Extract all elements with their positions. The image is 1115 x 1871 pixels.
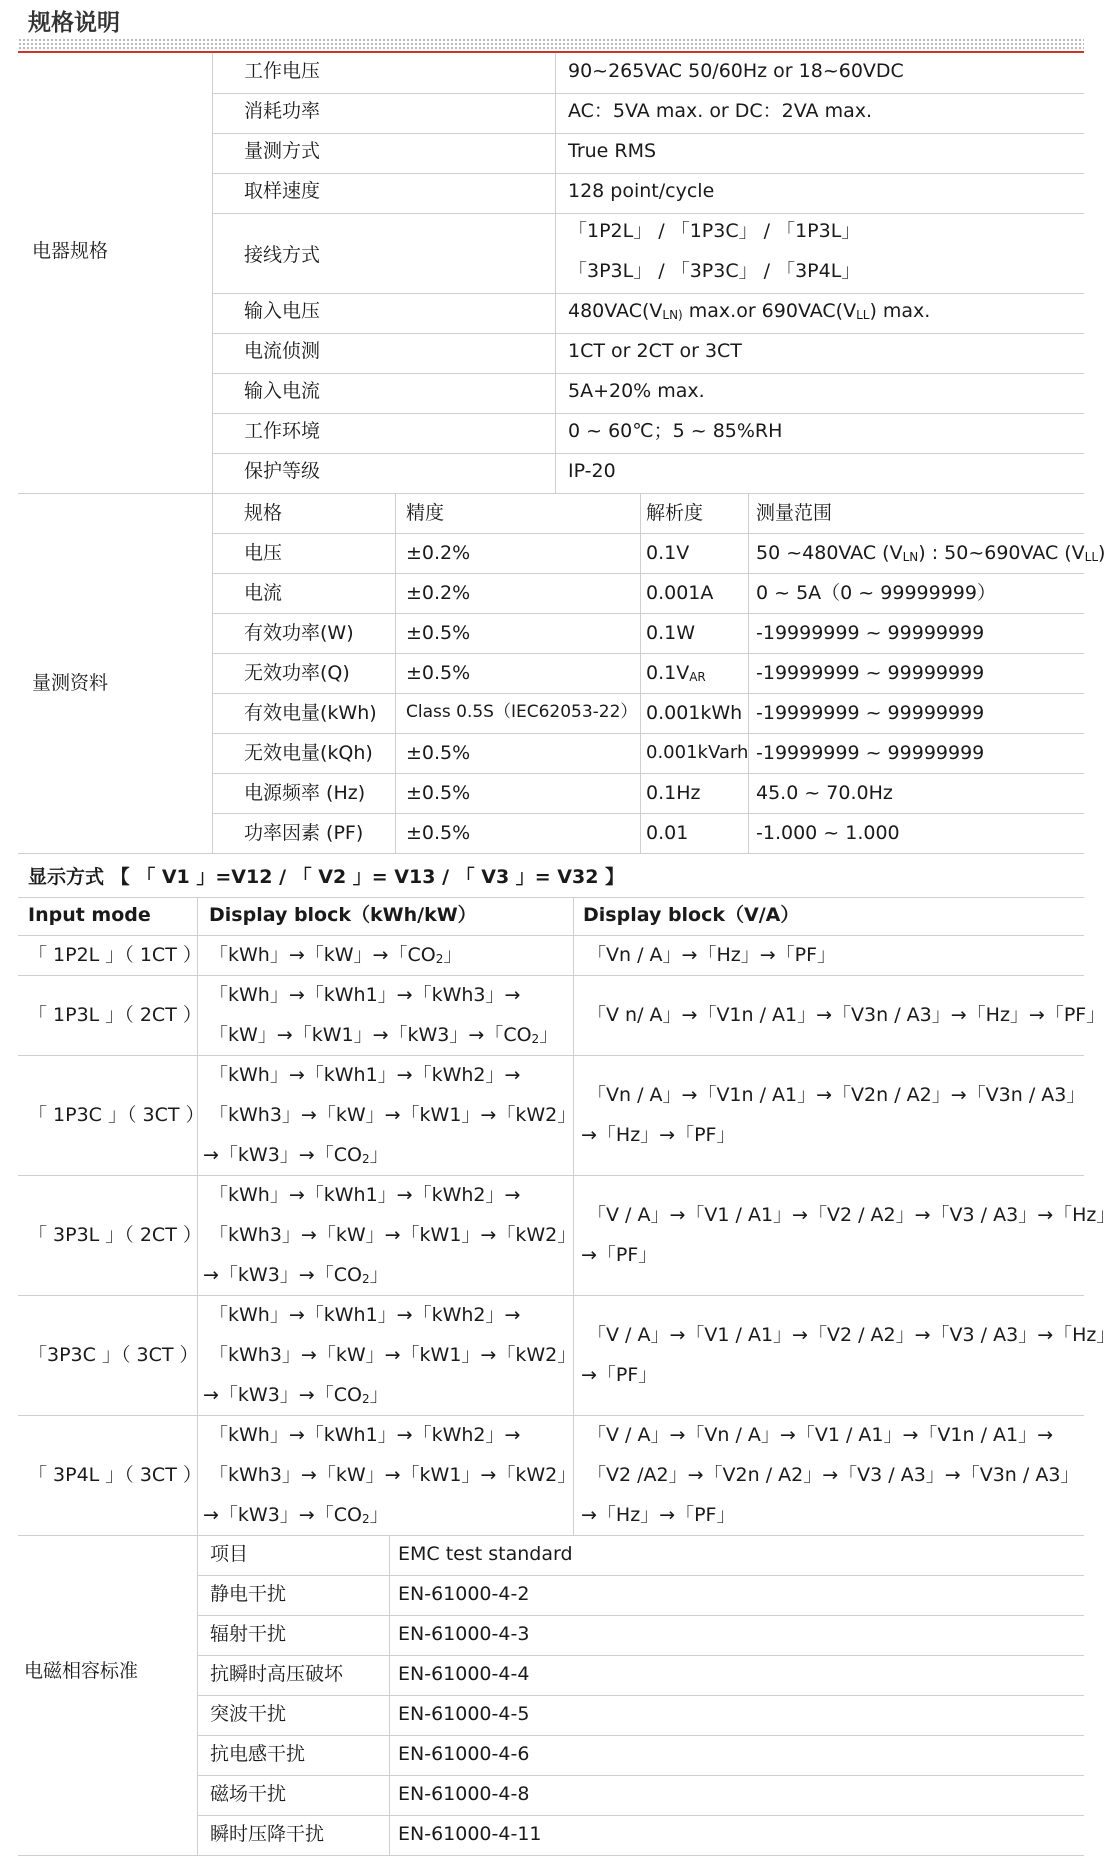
- va-sequence: →「PF」: [581, 1364, 658, 1386]
- display-heading: 显示方式 【 「 V1 」=V12 / 「 V2 」= V13 / 「 V3 」= V32 】: [28, 866, 625, 888]
- emc-item: 瞬时压降干扰: [210, 1823, 325, 1845]
- range: -19999999 ~ 99999999: [756, 662, 985, 684]
- header-item: 项目: [210, 1543, 249, 1565]
- accuracy: Class 0.5S（IEC62053-22）: [406, 702, 638, 722]
- kwh-sequence: 「kWh3」→「kW」→「kW1」→「kW2」: [209, 1104, 577, 1126]
- emc-standard: EN-61000-4-6: [398, 1743, 530, 1765]
- input-mode: 「 1P3C 」（ 3CT ）: [28, 1104, 205, 1126]
- spec: 电流: [244, 582, 283, 604]
- kwh-sequence: 「kWh」→「kWh1」→「kWh2」→: [209, 1064, 521, 1086]
- resolution: 0.1VAR: [646, 662, 706, 684]
- resolution: 0.001kVarh: [646, 742, 749, 763]
- emc-standard: EN-61000-4-11: [398, 1823, 542, 1845]
- emc-item: 抗瞬时高压破坏: [210, 1663, 344, 1685]
- range: 0 ~ 5A（0 ~ 99999999）: [756, 582, 996, 604]
- spec-name: 接线方式: [244, 244, 321, 266]
- kwh-sequence: 「kWh3」→「kW」→「kW1」→「kW2」: [209, 1464, 577, 1486]
- accuracy: ±0.5%: [406, 822, 471, 844]
- header-kwh-block: Display block（kWh/kW）: [209, 904, 477, 926]
- emc-item: 辐射干扰: [210, 1623, 287, 1645]
- kwh-sequence: 「kWh」→「kWh1」→「kWh3」→: [209, 984, 521, 1006]
- spec-value: AC：5VA max. or DC：2VA max.: [568, 100, 873, 122]
- emc-standard: EN-61000-4-8: [398, 1783, 530, 1805]
- va-sequence: 「V / A」→「V1 / A1」→「V2 / A2」→「V3 / A3」→「Hz」: [587, 1204, 1115, 1226]
- header-accuracy: 精度: [406, 502, 445, 524]
- spec: 无效电量(kQh): [244, 742, 373, 764]
- accuracy: ±0.5%: [406, 782, 471, 804]
- range: -19999999 ~ 99999999: [756, 622, 985, 644]
- kwh-sequence: 「kWh」→「kWh1」→「kWh2」→: [209, 1424, 521, 1446]
- spec-name: 输入电流: [244, 380, 321, 402]
- range: -1.000 ~ 1.000: [756, 822, 900, 844]
- input-mode: 「 3P3L 」（ 2CT ）: [28, 1224, 202, 1246]
- accuracy: ±0.5%: [406, 662, 471, 684]
- spec-name: 工作环境: [244, 420, 321, 442]
- spec-value: 「1P2L」 / 「1P3C」 / 「1P3L」: [568, 220, 861, 242]
- va-sequence: 「V / A」→「Vn / A」→「V1 / A1」→「V1n / A1」→: [587, 1424, 1054, 1446]
- header-resolution: 解析度: [646, 502, 704, 524]
- resolution: 0.1Hz: [646, 782, 701, 804]
- kwh-sequence: →「kW3」→「CO2」: [203, 1264, 389, 1286]
- spec-value: 90~265VAC 50/60Hz or 18~60VDC: [568, 60, 904, 82]
- va-sequence: →「PF」: [581, 1244, 658, 1266]
- spec: 功率因素 (PF): [244, 822, 364, 844]
- kwh-sequence: →「kW3」→「CO2」: [203, 1384, 389, 1406]
- spec-value: 5A+20% max.: [568, 380, 705, 402]
- resolution: 0.001A: [646, 582, 714, 604]
- spec-value: 128 point/cycle: [568, 180, 715, 202]
- emc-item: 突波干扰: [210, 1703, 287, 1725]
- spec: 有效电量(kWh): [244, 702, 377, 724]
- input-mode: 「 3P4L 」（ 3CT ）: [28, 1464, 202, 1486]
- va-sequence: 「V n/ A」→「V1n / A1」→「V3n / A3」→「Hz」→「PF」: [587, 1004, 1106, 1026]
- spec-value-line2: 「3P3L」 / 「3P3C」 / 「3P4L」: [568, 260, 861, 282]
- spec-name: 取样速度: [244, 180, 321, 202]
- measurement-section-label: 量测资料: [32, 672, 109, 694]
- accuracy: ±0.2%: [406, 582, 471, 604]
- spec-value: True RMS: [568, 140, 657, 162]
- electrical-section-label: 电器规格: [32, 240, 109, 262]
- emc-section-label: 电磁相容标准: [24, 1660, 139, 1682]
- emc-standard: EN-61000-4-5: [398, 1703, 530, 1725]
- spec: 电压: [244, 542, 283, 564]
- range: 50 ~480VAC (VLN) : 50~690VAC (VLL): [756, 542, 1106, 564]
- va-sequence: 「V / A」→「V1 / A1」→「V2 / A2」→「V3 / A3」→「Hz」: [587, 1324, 1115, 1346]
- header-standard: EMC test standard: [398, 1543, 573, 1565]
- input-mode: 「 1P2L 」（ 1CT ）: [28, 944, 202, 966]
- range: 45.0 ~ 70.0Hz: [756, 782, 893, 804]
- spec-name: 工作电压: [244, 60, 321, 82]
- spec-name: 消耗功率: [244, 100, 321, 122]
- resolution: 0.001kWh: [646, 702, 743, 724]
- spec-name: 电流侦测: [244, 340, 321, 362]
- spec-name: 量测方式: [244, 140, 321, 162]
- kwh-sequence: 「kW」→「kW1」→「kW3」→「CO2」: [209, 1024, 559, 1046]
- emc-standard: EN-61000-4-4: [398, 1663, 530, 1685]
- spec: 无效功率(Q): [244, 662, 350, 684]
- spec: 电源频率 (Hz): [244, 782, 366, 804]
- kwh-sequence: →「kW3」→「CO2」: [203, 1144, 389, 1166]
- header-range: 测量范围: [756, 502, 833, 524]
- accuracy: ±0.5%: [406, 742, 471, 764]
- header-spec: 规格: [244, 502, 283, 524]
- va-sequence: 「Vn / A」→「V1n / A1」→「V2n / A2」→「V3n / A3」: [587, 1084, 1086, 1106]
- kwh-sequence: 「kWh3」→「kW」→「kW1」→「kW2」: [209, 1224, 577, 1246]
- dotted-divider: [18, 38, 1084, 50]
- title-underline: [18, 51, 1084, 53]
- accuracy: ±0.5%: [406, 622, 471, 644]
- kwh-sequence: 「kWh」→「kW」→「CO2」: [209, 944, 463, 966]
- emc-standard: EN-61000-4-3: [398, 1623, 530, 1645]
- header-va-block: Display block（V/A）: [583, 904, 800, 926]
- input-mode: 「3P3C 」（ 3CT ）: [28, 1344, 199, 1366]
- va-sequence: 「V2 /A2」→「V2n / A2」→「V3 / A3」→「V3n / A3」: [587, 1464, 1080, 1486]
- kwh-sequence: →「kW3」→「CO2」: [203, 1504, 389, 1526]
- spec-value: 1CT or 2CT or 3CT: [568, 340, 742, 362]
- kwh-sequence: 「kWh」→「kWh1」→「kWh2」→: [209, 1184, 521, 1206]
- spec: 有效功率(W): [244, 622, 354, 644]
- spec-value: 0 ~ 60℃；5 ~ 85%RH: [568, 420, 783, 442]
- emc-item: 抗电感干扰: [210, 1743, 306, 1765]
- emc-standard: EN-61000-4-2: [398, 1583, 530, 1605]
- spec-name: 保护等级: [244, 460, 321, 482]
- spec-name: 输入电压: [244, 300, 321, 322]
- range: -19999999 ~ 99999999: [756, 702, 985, 724]
- accuracy: ±0.2%: [406, 542, 471, 564]
- page-title: 规格说明: [28, 10, 120, 36]
- kwh-sequence: 「kWh3」→「kW」→「kW1」→「kW2」: [209, 1344, 577, 1366]
- range: -19999999 ~ 99999999: [756, 742, 985, 764]
- input-mode: 「 1P3L 」（ 2CT ）: [28, 1004, 202, 1026]
- va-sequence: →「Hz」→「PF」: [581, 1504, 736, 1526]
- kwh-sequence: 「kWh」→「kWh1」→「kWh2」→: [209, 1304, 521, 1326]
- resolution: 0.1V: [646, 542, 690, 564]
- spec-value: IP-20: [568, 460, 616, 482]
- va-sequence: 「Vn / A」→「Hz」→「PF」: [587, 944, 837, 966]
- resolution: 0.1W: [646, 622, 696, 644]
- emc-item: 磁场干扰: [210, 1783, 287, 1805]
- va-sequence: →「Hz」→「PF」: [581, 1124, 736, 1146]
- header-input-mode: Input mode: [28, 904, 151, 926]
- spec-value: 480VAC(VLN) max.or 690VAC(VLL) max.: [568, 300, 931, 322]
- emc-item: 静电干扰: [210, 1583, 287, 1605]
- resolution: 0.01: [646, 822, 689, 844]
